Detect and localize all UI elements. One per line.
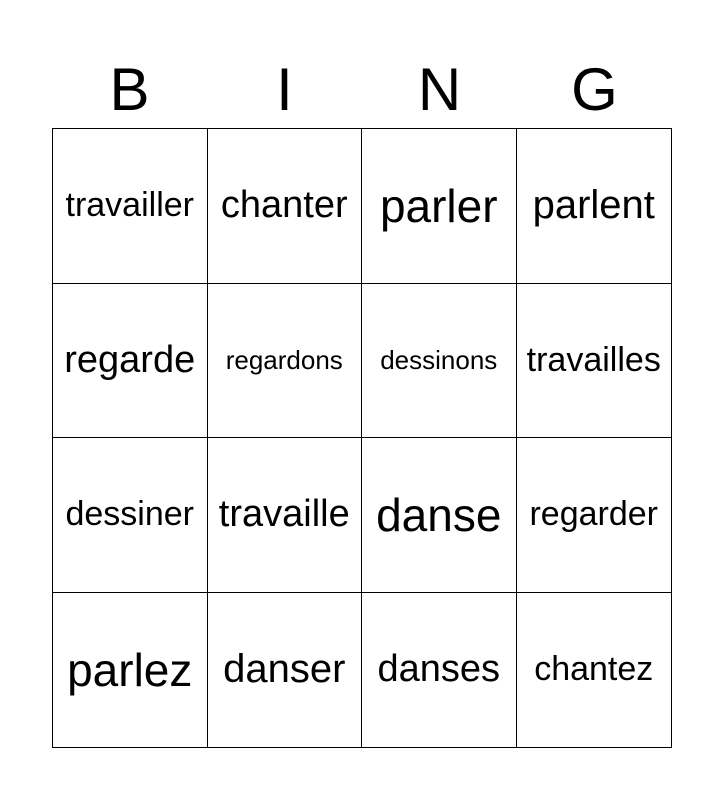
bingo-cell-r4-c1[interactable]: parlez	[53, 593, 208, 748]
bingo-cell-r2-c3[interactable]: dessinons	[362, 284, 517, 439]
bingo-cell-r1-c1[interactable]: travailler	[53, 129, 208, 284]
bingo-board	[52, 128, 672, 748]
header-letter-g: G	[571, 56, 618, 123]
header-letter-i: I	[276, 56, 293, 123]
bingo-cell-r2-c1[interactable]: regarde	[53, 284, 208, 439]
bingo-cell-r4-c2[interactable]: danser	[208, 593, 363, 748]
bingo-cell-r3-c4[interactable]: regarder	[517, 438, 672, 593]
bingo-cell-r3-c3[interactable]: danse	[362, 438, 517, 593]
header-letter-b: B	[109, 56, 150, 123]
header-letter-n: N	[417, 56, 462, 123]
bingo-cell-r2-c2[interactable]: regardons	[208, 284, 363, 439]
bingo-cell-r3-c1[interactable]: dessiner	[53, 438, 208, 593]
bingo-cell-r1-c3[interactable]: parler	[362, 129, 517, 284]
bingo-cell-r2-c4[interactable]: travailles	[517, 284, 672, 439]
bingo-cell-r1-c2[interactable]: chanter	[208, 129, 363, 284]
bingo-cell-r1-c4[interactable]: parlent	[517, 129, 672, 284]
bingo-header	[52, 55, 672, 125]
bingo-cell-r4-c4[interactable]: chantez	[534, 650, 654, 689]
bingo-cell-r3-c2[interactable]: travaille	[208, 438, 363, 593]
bingo-cell-r4-c3[interactable]: danses	[362, 593, 517, 748]
